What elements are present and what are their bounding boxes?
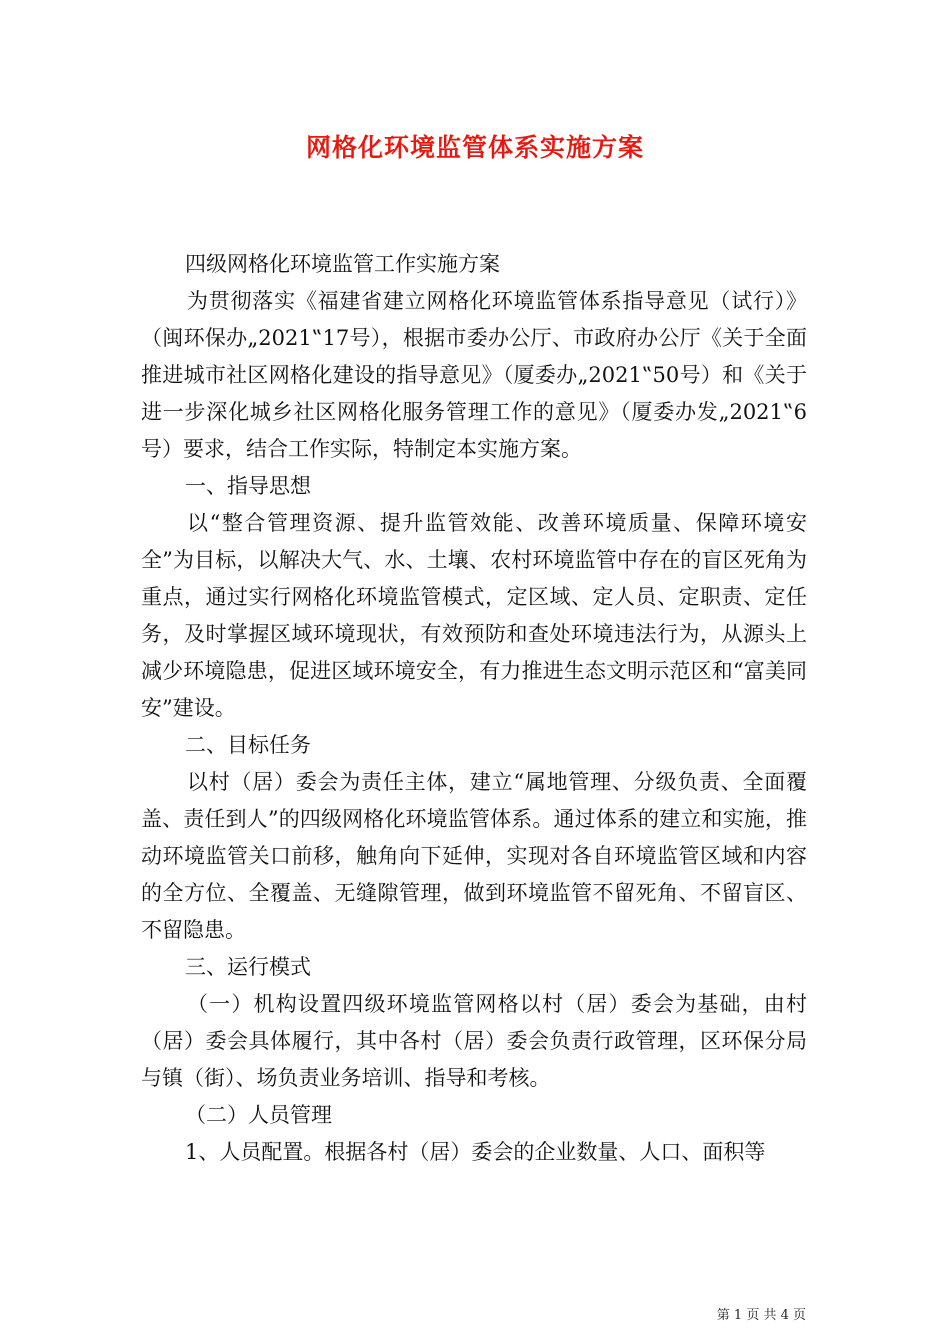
section-body-organization: （一）机构设置四级环境监管网格以村（居）委会为基础，由村（居）委会具体履行，其中各村（居）委会负责行政管理，区环保分局与镇（街）、场负责业务培训、指导和考核。 — [141, 992, 807, 1090]
intro-paragraph: 为贯彻落实《福建省建立网格化环境监管体系指导意见（试行）》（闽环保办„2021‟17号），根据市委办公厅、市政府办公厅《关于全面推进城市社区网格化建设的指导意见》（厦委办„2021‟50号）和《关于进一步深化城乡社区网格化服务管理工作的意见》（厦委办发„2021‟6号）要求，结合工作实际，特制定本实施方案。 — [141, 289, 807, 461]
page-number: 第 1 页 共 4 页 — [716, 1308, 806, 1323]
section-body-guiding-ideology: 以“整合管理资源、提升监管效能、改善环境质量、保障环境安全”为目标，以解决大气、水、土壤、农村环境监管中存在的盲区死角为重点，通过实行网格化环境监管模式，定区域、定人员、定职责、定任务，及时掌握区域环境现状，有效预防和查处环境违法行为，从源头上减少环境隐患，促进区域环境安全，有力推进生态文明示范区和“富美同安”建设。 — [141, 511, 807, 720]
sub-heading-personnel: （二）人员管理 — [185, 1103, 332, 1127]
document-title: 网格化环境监管体系实施方案 — [305, 133, 644, 162]
section-heading-objectives: 二、目标任务 — [185, 733, 311, 757]
document-subtitle: 四级网格化环境监管工作实施方案 — [185, 252, 500, 276]
item-staffing: 1、人员配置。根据各村（居）委会的企业数量、人口、面积等 — [185, 1140, 766, 1164]
section-body-objectives: 以村（居）委会为责任主体，建立“属地管理、分级负责、全面覆盖、责任到人”的四级网格化环境监管体系。通过体系的建立和实施，推动环境监管关口前移，触角向下延伸，实现对各自环境监管区域和内容的全方位、全覆盖、无缝隙管理，做到环境监管不留死角、不留盲区、不留隐患。 — [141, 770, 807, 942]
section-heading-guiding-ideology: 一、指导思想 — [185, 474, 311, 498]
section-heading-operation-mode: 三、运行模式 — [185, 955, 311, 979]
document-body — [141, 246, 807, 1171]
